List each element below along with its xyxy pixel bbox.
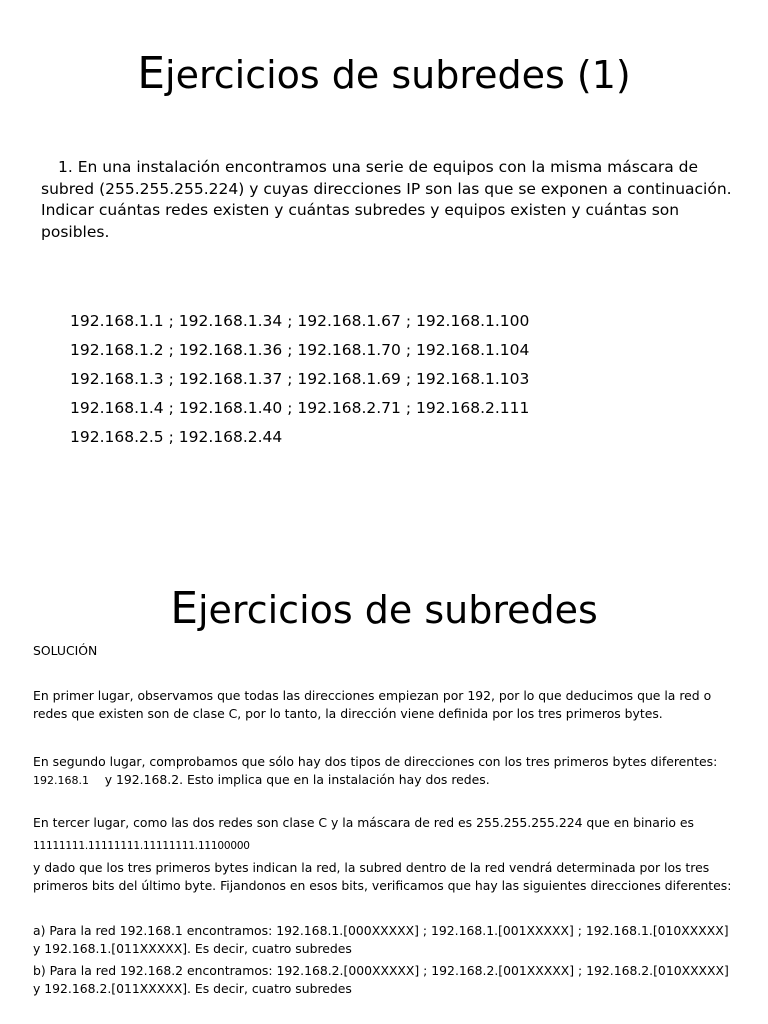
slide-1-title-rest: jercicios de subredes (1) — [165, 53, 631, 97]
mask-binary: 11111111.11111111.11111111.11100000 — [33, 840, 250, 852]
slide-1-title — [0, 50, 768, 98]
slide-2-title-rest: jercicios de subredes — [198, 588, 598, 632]
question-number: 1. — [58, 158, 73, 176]
solution-paragraph-1: En primer lugar, observamos que todas las direcciones empiezan por 192, por lo que deducimos que la red o redes que existen son de clase C, por lo tanto, la dirección viene definida por los tres primeros bytes. — [33, 688, 712, 721]
slide-2-title — [0, 585, 768, 633]
ip-line: 192.168.1.4 ; 192.168.1.40 ; 192.168.2.71 ; 192.168.2.111 — [70, 399, 530, 417]
ip-line: 192.168.1.1 ; 192.168.1.34 ; 192.168.1.67 ; 192.168.1.100 — [70, 312, 530, 330]
paragraph-2-intro: En segundo lugar, comprobamos que sólo hay dos tipos de direcciones con los tres primeros bytes diferentes: — [33, 754, 718, 769]
slide-2 — [0, 512, 768, 1024]
ip-line: 192.168.1.2 ; 192.168.1.36 ; 192.168.1.70 ; 192.168.1.104 — [70, 341, 530, 359]
solution-item-b: b) Para la red 192.168.2 encontramos: 192.168.2.[000XXXXX] ; 192.168.2.[001XXXXX] ; 192.168.2.[010XXXXX] y 192.168.2.[011XXXXX]. Es decir, cuatro subredes — [33, 963, 729, 996]
solution-paragraph-3-intro: En tercer lugar, como las dos redes son clase C y la máscara de red es 255.255.255.224 que en binario es — [33, 815, 695, 830]
solution-paragraph-3-rest: y dado que los tres primeros bytes indican la red, la subred dentro de la red vendrá determinada por los tres primeros bits del último byte. Fijandonos en esos bits, verificamos que hay las siguientes direcciones diferentes: — [33, 860, 732, 893]
ip-line: 192.168.2.5 ; 192.168.2.44 — [70, 428, 283, 446]
exercise-question — [41, 157, 741, 243]
slide-1-title-initial: E — [137, 48, 166, 99]
solution-paragraph-2 — [33, 753, 738, 789]
solution-item-a: a) Para la red 192.168.1 encontramos: 192.168.1.[000XXXXX] ; 192.168.1.[001XXXXX] ; 192.168.1.[010XXXXX] y 192.168.1.[011XXXXX]. Es decir, cuatro subredes — [33, 923, 729, 956]
ip-address-list — [70, 307, 529, 452]
solution-label: SOLUCIÓN — [33, 643, 98, 658]
question-text: En una instalación encontramos una serie de equipos con la misma máscara de subred (255.255.255.224) y cuyas direcciones IP son las que se exponen a continuación. Indicar cuántas redes existen y cuántas subredes y equipos existen y cuántas son posibles. — [41, 158, 732, 241]
ip-line: 192.168.1.3 ; 192.168.1.37 ; 192.168.1.69 ; 192.168.1.103 — [70, 370, 530, 388]
paragraph-2-rest: y 192.168.2. Esto implica que en la instalación hay dos redes. — [104, 771, 490, 787]
slide-2-title-initial: E — [170, 583, 198, 634]
paragraph-2-network-1: 192.168.1 — [33, 773, 89, 787]
